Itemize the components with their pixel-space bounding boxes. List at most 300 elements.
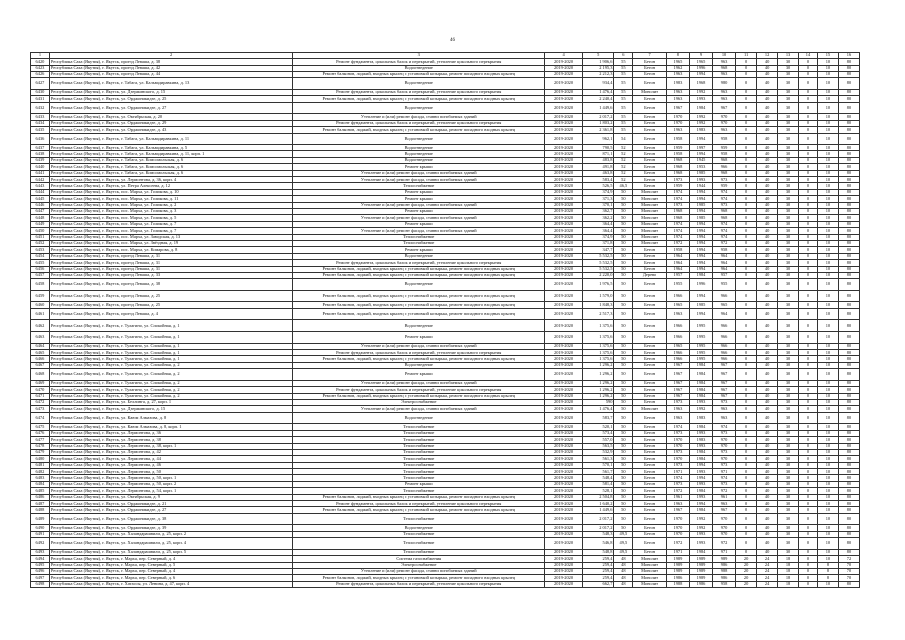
- table-cell: 958: [713, 151, 736, 157]
- table-cell: Водоотведение: [293, 525, 545, 531]
- table-cell: 10: [817, 114, 838, 120]
- table-cell: Ремонт крыши: [293, 247, 545, 253]
- table-cell: 50: [614, 209, 633, 215]
- table-cell: Республика Саха (Якутия), г. Якутск, ул. Орджоникидзе, д. 29: [49, 120, 292, 126]
- table-cell: 2019-2020: [545, 272, 583, 278]
- table-cell: 1961: [666, 494, 689, 500]
- table-cell: 958: [713, 133, 736, 145]
- table-cell: 40: [757, 308, 778, 320]
- table-cell: 30: [778, 343, 799, 349]
- table-cell: 1989: [689, 568, 712, 574]
- table-cell: 48: [614, 562, 633, 568]
- table-cell: 80: [838, 531, 859, 537]
- table-cell: 2019-2020: [545, 343, 583, 349]
- table-cell: 974: [713, 234, 736, 240]
- table-cell: 10: [817, 320, 838, 332]
- table-cell: Республика Саха (Якутия), г. Якутск, пос. Марха, ул. Голикова, д. 7: [49, 221, 292, 227]
- table-cell: 10: [817, 65, 838, 71]
- table-cell: Монолит: [633, 562, 667, 568]
- table-cell: 0: [799, 494, 818, 500]
- table-cell: 970: [713, 531, 736, 537]
- table-cell: 0: [799, 462, 818, 468]
- table-cell: 6434: [31, 120, 50, 126]
- table-cell: 55: [614, 89, 633, 95]
- table-cell: 6436: [31, 133, 50, 145]
- table-cell: Бетон: [633, 362, 667, 368]
- table-cell: 1984: [689, 393, 712, 399]
- table-cell: Теплоснабжение: [293, 437, 545, 443]
- table-cell: Ремонт крыши: [293, 221, 545, 227]
- table-cell: Теплоснабжение: [293, 462, 545, 468]
- table-cell: Республика Саха (Якутия), г. Якутск, пос. Марха, ул. Голикова, д. 2: [49, 202, 292, 208]
- table-cell: 30: [778, 253, 799, 259]
- table-cell: Ремонт фундамента, цокольных балок и перекрытий, утепление цокольного перекрытия: [293, 260, 545, 266]
- table-cell: 6496: [31, 568, 50, 574]
- table-cell: 30: [778, 531, 799, 537]
- table-cell: Республика Саха (Якутия), г. Якутск, проезд Леваша, д. 42: [49, 65, 292, 71]
- table-cell: 2019-2020: [545, 89, 583, 95]
- table-cell: 1963: [666, 127, 689, 133]
- table-cell: 80: [838, 437, 859, 443]
- table-cell: 80: [838, 279, 859, 291]
- table-cell: 1 476,4: [582, 406, 613, 412]
- table-cell: 1944: [689, 183, 712, 189]
- table-cell: Монолит: [633, 215, 667, 221]
- table-cell: Бетон: [633, 456, 667, 462]
- table-cell: 2019-2020: [545, 133, 583, 145]
- table-cell: 48: [614, 581, 633, 587]
- table-cell: Бетон: [633, 78, 667, 90]
- table-cell: 2019-2020: [545, 387, 583, 393]
- table-cell: 968: [713, 170, 736, 176]
- table-cell: 6430: [31, 89, 50, 95]
- table-cell: Утепление и (или) ремонт фасада, ставни погибаемых зданий: [293, 114, 545, 120]
- table-cell: 958: [713, 581, 736, 587]
- table-cell: 0: [799, 266, 818, 272]
- table-cell: 20: [736, 568, 757, 574]
- table-cell: 6442: [31, 177, 50, 183]
- table-cell: 40: [757, 240, 778, 246]
- table-cell: 10: [817, 228, 838, 234]
- table-cell: 2019-2020: [545, 494, 583, 500]
- table-cell: 1963: [666, 501, 689, 507]
- table-cell: 80: [838, 266, 859, 272]
- table-cell: Республика Саха (Якутия), г. Якутск, г. Тулагино, ул. Спокойная, д. 1: [49, 343, 292, 349]
- table-cell: 0: [799, 102, 818, 114]
- table-cell: Республика Саха (Якутия), г. Якутск, ул. Октябрьская, д. 20: [49, 114, 292, 120]
- table-cell: Республика Саха (Якутия), г. Якутск, ул. Лермонтова, д. 36: [49, 430, 292, 436]
- table-cell: 2019-2020: [545, 145, 583, 151]
- table-cell: 1970: [666, 120, 689, 126]
- table-cell: 40: [757, 59, 778, 65]
- table-cell: Ремонт крыши: [293, 164, 545, 170]
- table-cell: 1993: [689, 469, 712, 475]
- table-cell: 80: [838, 549, 859, 555]
- table-cell: 966: [713, 350, 736, 356]
- table-cell: 70: [838, 562, 859, 568]
- table-cell: Водоотведение: [293, 279, 545, 291]
- table-cell: 50: [614, 356, 633, 362]
- table-cell: 371,8: [582, 240, 613, 246]
- table-cell: 1973: [666, 202, 689, 208]
- table-cell: 10: [817, 531, 838, 537]
- table-cell: Республика Саха (Якутия), г. Якутск, ул. Лермонтова, д. 42: [49, 449, 292, 455]
- table-cell: 974: [713, 221, 736, 227]
- table-cell: 2019-2020: [545, 443, 583, 449]
- table-cell: 0: [799, 406, 818, 412]
- table-cell: 0: [736, 549, 757, 555]
- table-cell: 2019-2020: [545, 412, 583, 424]
- table-cell: 0: [799, 538, 818, 550]
- table-cell: 0: [736, 164, 757, 170]
- table-cell: 5 532,5: [582, 266, 613, 272]
- table-cell: 989: [713, 556, 736, 562]
- table-cell: 80: [838, 494, 859, 500]
- table-cell: 40: [757, 71, 778, 77]
- table-cell: 2019-2020: [545, 399, 583, 405]
- table-cell: 0: [736, 456, 757, 462]
- table-cell: 0: [736, 234, 757, 240]
- table-cell: Теплоснабжение: [293, 488, 545, 494]
- table-cell: 80: [838, 343, 859, 349]
- table-cell: 80: [838, 133, 859, 145]
- table-cell: 10: [817, 456, 838, 462]
- table-cell: 0: [799, 308, 818, 320]
- table-cell: 40: [757, 78, 778, 90]
- table-cell: 0: [799, 260, 818, 266]
- table-row: [31, 279, 860, 291]
- table-cell: 0: [799, 170, 818, 176]
- table-cell: Ремонт балконов, лоджий, входных крылец с установкой козырька, ремонт попадного входных крылец: [293, 494, 545, 500]
- table-cell: 1 375,6: [582, 320, 613, 332]
- table-cell: 18: [778, 568, 799, 574]
- table-cell: Бетон: [633, 462, 667, 468]
- table-cell: Водоотведение: [293, 65, 545, 71]
- table-cell: 40: [757, 362, 778, 368]
- table-cell: 6498: [31, 581, 50, 587]
- table-cell: 72: [838, 556, 859, 562]
- table-cell: Бетон: [633, 183, 667, 189]
- table-cell: 40: [757, 196, 778, 202]
- table-cell: 6464: [31, 343, 50, 349]
- table-cell: 2 361,8: [582, 127, 613, 133]
- table-cell: 80: [838, 89, 859, 95]
- table-cell: 40: [757, 177, 778, 183]
- table-cell: Бетон: [633, 501, 667, 507]
- table-cell: 0: [736, 145, 757, 151]
- table-cell: Республика Саха (Якутия), г. Якутск, проезд Леваша, д. 38: [49, 59, 292, 65]
- table-cell: 10: [817, 290, 838, 302]
- table-cell: 2019-2020: [545, 183, 583, 189]
- table-cell: 0: [799, 221, 818, 227]
- table-cell: 40: [757, 272, 778, 278]
- table-cell: 10: [817, 266, 838, 272]
- table-cell: 2019-2020: [545, 531, 583, 537]
- table-cell: 30: [778, 65, 799, 71]
- table-cell: Бетон: [633, 488, 667, 494]
- table-cell: 2019-2020: [545, 562, 583, 568]
- table-cell: 2019-2020: [545, 215, 583, 221]
- table-cell: Бетон: [633, 469, 667, 475]
- table-cell: Республика Саха (Якутия), г. Якутск, пос. Марха, ул. Голикова, д. 11: [49, 196, 292, 202]
- table-cell: Бетон: [633, 430, 667, 436]
- table-cell: 6443: [31, 183, 50, 189]
- table-cell: 80: [838, 507, 859, 513]
- table-cell: 1993: [689, 481, 712, 487]
- table-cell: 6487: [31, 501, 50, 507]
- table-cell: 1971: [666, 469, 689, 475]
- table-cell: 40: [757, 215, 778, 221]
- table-cell: 80: [838, 221, 859, 227]
- table-cell: 974: [713, 424, 736, 430]
- table-cell: 50: [614, 332, 633, 344]
- table-cell: 6437: [31, 145, 50, 151]
- table-cell: 1996: [689, 65, 712, 71]
- table-cell: Республика Саха (Якутия), г. Якутск, ул. Лермонтова, д. 50, корп. 1: [49, 475, 292, 481]
- table-cell: Теплоснабжение: [293, 538, 545, 550]
- table-cell: 6480: [31, 456, 50, 462]
- table-row: [31, 78, 860, 90]
- table-cell: 1963: [666, 406, 689, 412]
- table-cell: Утепление и (или) ремонт фасада, ставни погибаемых зданий: [293, 406, 545, 412]
- table-cell: Бетон: [633, 369, 667, 381]
- table-cell: Бетон: [633, 494, 667, 500]
- table-cell: 50: [614, 437, 633, 443]
- table-cell: Бетон: [633, 65, 667, 71]
- table-cell: 0: [736, 525, 757, 531]
- table-cell: 1967: [666, 362, 689, 368]
- table-cell: 1 375,6: [582, 356, 613, 362]
- table-cell: 2019-2020: [545, 120, 583, 126]
- table-cell: 362,2: [582, 215, 613, 221]
- table-cell: 958: [713, 247, 736, 253]
- table-cell: 2019-2020: [545, 424, 583, 430]
- table-cell: 2019-2020: [545, 393, 583, 399]
- table-cell: 968: [713, 215, 736, 221]
- table-cell: 8: [817, 568, 838, 574]
- table-cell: Дерево: [633, 272, 667, 278]
- table-cell: 2019-2020: [545, 488, 583, 494]
- table-cell: 1970: [666, 437, 689, 443]
- table-cell: 80: [838, 332, 859, 344]
- table-cell: 2019-2020: [545, 475, 583, 481]
- table-cell: 970: [713, 443, 736, 449]
- table-cell: 0: [736, 279, 757, 291]
- table-cell: 1974: [666, 189, 689, 195]
- table-cell: Бетон: [633, 481, 667, 487]
- table-cell: 1984: [689, 507, 712, 513]
- table-cell: 50: [614, 469, 633, 475]
- table-cell: Бетон: [633, 399, 667, 405]
- table-cell: 986: [713, 562, 736, 568]
- table-cell: Ремонт крыши: [293, 196, 545, 202]
- table-cell: 963: [713, 406, 736, 412]
- table-cell: 2019-2020: [545, 320, 583, 332]
- table-cell: 2019-2020: [545, 538, 583, 550]
- table-cell: 30: [778, 513, 799, 525]
- table-cell: 0: [736, 343, 757, 349]
- table-cell: 974: [713, 196, 736, 202]
- table-cell: Республика Саха (Якутия), г. Якутск, г. Табага, ул. Комсомольская, д. 6: [49, 170, 292, 176]
- column-header: 5: [582, 53, 613, 59]
- table-cell: 0: [736, 266, 757, 272]
- table-cell: Бетон: [633, 177, 667, 183]
- table-cell: Бетон: [633, 380, 667, 386]
- table-cell: 6475: [31, 424, 50, 430]
- table-cell: Ремонт фундамента, цокольных балок и перекрытий, утепление цокольного перекрытия: [293, 120, 545, 126]
- table-cell: 10: [817, 209, 838, 215]
- table-cell: Республика Саха (Якутия), г. Якутск, ул. Халандарашвили, д. 25, корп. 4: [49, 538, 292, 550]
- table-cell: 1965: [666, 302, 689, 308]
- table-cell: 10: [817, 437, 838, 443]
- table-cell: 80: [838, 272, 859, 278]
- table-cell: 1996: [689, 279, 712, 291]
- table-cell: 1963: [666, 96, 689, 102]
- table-cell: 6440: [31, 164, 50, 170]
- table-cell: 972: [713, 240, 736, 246]
- table-cell: 40: [757, 356, 778, 362]
- table-cell: 30: [778, 290, 799, 302]
- table-cell: 1 803,2: [582, 120, 613, 126]
- table-cell: 2019-2020: [545, 525, 583, 531]
- table-cell: 970: [713, 437, 736, 443]
- table-cell: Бетон: [633, 260, 667, 266]
- table-cell: Республика Саха (Якутия), г. Якутск, ул. Лермонтова, д. 38, корп. 1: [49, 443, 292, 449]
- table-cell: 80: [838, 202, 859, 208]
- table-cell: Республика Саха (Якутия), г. Якутск, проезд Леваша, д. 25: [49, 302, 292, 308]
- table-cell: 966: [713, 290, 736, 302]
- table-cell: 1994: [689, 234, 712, 240]
- table-cell: 80: [838, 362, 859, 368]
- table-cell: 40: [757, 266, 778, 272]
- table-cell: 10: [817, 221, 838, 227]
- table-cell: 6438: [31, 151, 50, 157]
- table-cell: Водоотведение: [293, 133, 545, 145]
- table-cell: Республика Саха (Якутия), г. Якутск, г. Табага, ул. Комсомольская, д. 6: [49, 164, 292, 170]
- table-cell: 80: [838, 78, 859, 90]
- table-cell: 1992: [689, 114, 712, 120]
- table-cell: 1992: [689, 513, 712, 525]
- table-cell: 10: [817, 356, 838, 362]
- table-cell: 0: [799, 89, 818, 95]
- table-cell: 1973: [666, 177, 689, 183]
- table-cell: 30: [778, 369, 799, 381]
- table-cell: 40: [757, 369, 778, 381]
- table-cell: 1988: [666, 581, 689, 587]
- table-cell: 6484: [31, 481, 50, 487]
- table-cell: 1966: [666, 320, 689, 332]
- table-cell: 10: [817, 78, 838, 90]
- table-cell: 0: [736, 209, 757, 215]
- table-cell: 1974: [666, 196, 689, 202]
- table-cell: 1994: [689, 196, 712, 202]
- table-cell: Республика Саха (Якутия), г. Якутск, ул. Орджоникидзе, д. 25: [49, 96, 292, 102]
- table-cell: 80: [838, 456, 859, 462]
- table-cell: 573,4: [582, 430, 613, 436]
- table-cell: 80: [838, 369, 859, 381]
- table-cell: 30: [778, 350, 799, 356]
- table-cell: 6449: [31, 221, 50, 227]
- table-cell: 10: [817, 145, 838, 151]
- table-cell: 1968: [689, 78, 712, 90]
- table-cell: 40: [757, 96, 778, 102]
- table-cell: 40: [757, 343, 778, 349]
- table-cell: 80: [838, 234, 859, 240]
- table-cell: 259,4: [582, 562, 613, 568]
- table-cell: 30: [778, 443, 799, 449]
- table-cell: 1984: [689, 424, 712, 430]
- table-cell: 1997: [689, 145, 712, 151]
- table-cell: Бетон: [633, 127, 667, 133]
- table-cell: 0: [736, 494, 757, 500]
- table-cell: 40: [757, 437, 778, 443]
- table-cell: 10: [817, 513, 838, 525]
- table-cell: 2 017,2: [582, 525, 613, 531]
- table-cell: 1984: [689, 456, 712, 462]
- table-cell: Бетон: [633, 475, 667, 481]
- table-cell: 10: [817, 202, 838, 208]
- table-cell: 6469: [31, 380, 50, 386]
- table-cell: 50: [614, 266, 633, 272]
- table-cell: Республика Саха (Якутия), г. Якутск, ул. Халандарашвили, д. 25, корп. 5: [49, 549, 292, 555]
- table-cell: 1993: [689, 177, 712, 183]
- table-cell: 0: [799, 290, 818, 302]
- table-cell: 0: [736, 501, 757, 507]
- table-cell: Монолит: [633, 228, 667, 234]
- table-cell: 0: [736, 78, 757, 90]
- table-cell: 50: [614, 399, 633, 405]
- table-cell: 80: [838, 501, 859, 507]
- table-cell: Теплоснабжение: [293, 449, 545, 455]
- table-cell: Теплоснабжение: [293, 183, 545, 189]
- table-cell: 1967: [666, 369, 689, 381]
- table-cell: 6457: [31, 272, 50, 278]
- table-cell: 6491: [31, 531, 50, 537]
- table-cell: 1994: [689, 221, 712, 227]
- table-cell: 964: [713, 260, 736, 266]
- table-cell: 70: [838, 568, 859, 574]
- table-cell: Республика Саха (Якутия), г. Якутск, г. Тулагино, ул. Спокойная, д. 2: [49, 387, 292, 393]
- table-cell: 0: [736, 430, 757, 436]
- table-cell: 6427: [31, 78, 50, 90]
- table-cell: 1993: [689, 399, 712, 405]
- table-cell: 1 375,6: [582, 332, 613, 344]
- table-cell: 0: [799, 549, 818, 555]
- table-cell: 2019-2020: [545, 556, 583, 562]
- table-cell: 1984: [689, 272, 712, 278]
- table-cell: 40: [757, 380, 778, 386]
- table-cell: Бетон: [633, 350, 667, 356]
- table-cell: 50: [614, 234, 633, 240]
- table-cell: Водоотведение: [293, 102, 545, 114]
- table-cell: 10: [817, 443, 838, 449]
- table-cell: 30: [778, 114, 799, 120]
- table-cell: Республика Саха (Якутия), г. Якутск, пос. Марха, ул. Голикова, д. 3: [49, 209, 292, 215]
- table-cell: 590: [582, 399, 613, 405]
- table-cell: 1984: [689, 549, 712, 555]
- table-cell: 1984: [689, 102, 712, 114]
- table-cell: 30: [778, 399, 799, 405]
- table-cell: 963: [713, 127, 736, 133]
- table-cell: 30: [778, 96, 799, 102]
- table-cell: 0: [736, 424, 757, 430]
- table-cell: 80: [838, 65, 859, 71]
- table-cell: 80: [838, 356, 859, 362]
- table-cell: 0: [799, 380, 818, 386]
- table-cell: 30: [778, 157, 799, 163]
- table-cell: 52: [614, 170, 633, 176]
- table-cell: Бетон: [633, 412, 667, 424]
